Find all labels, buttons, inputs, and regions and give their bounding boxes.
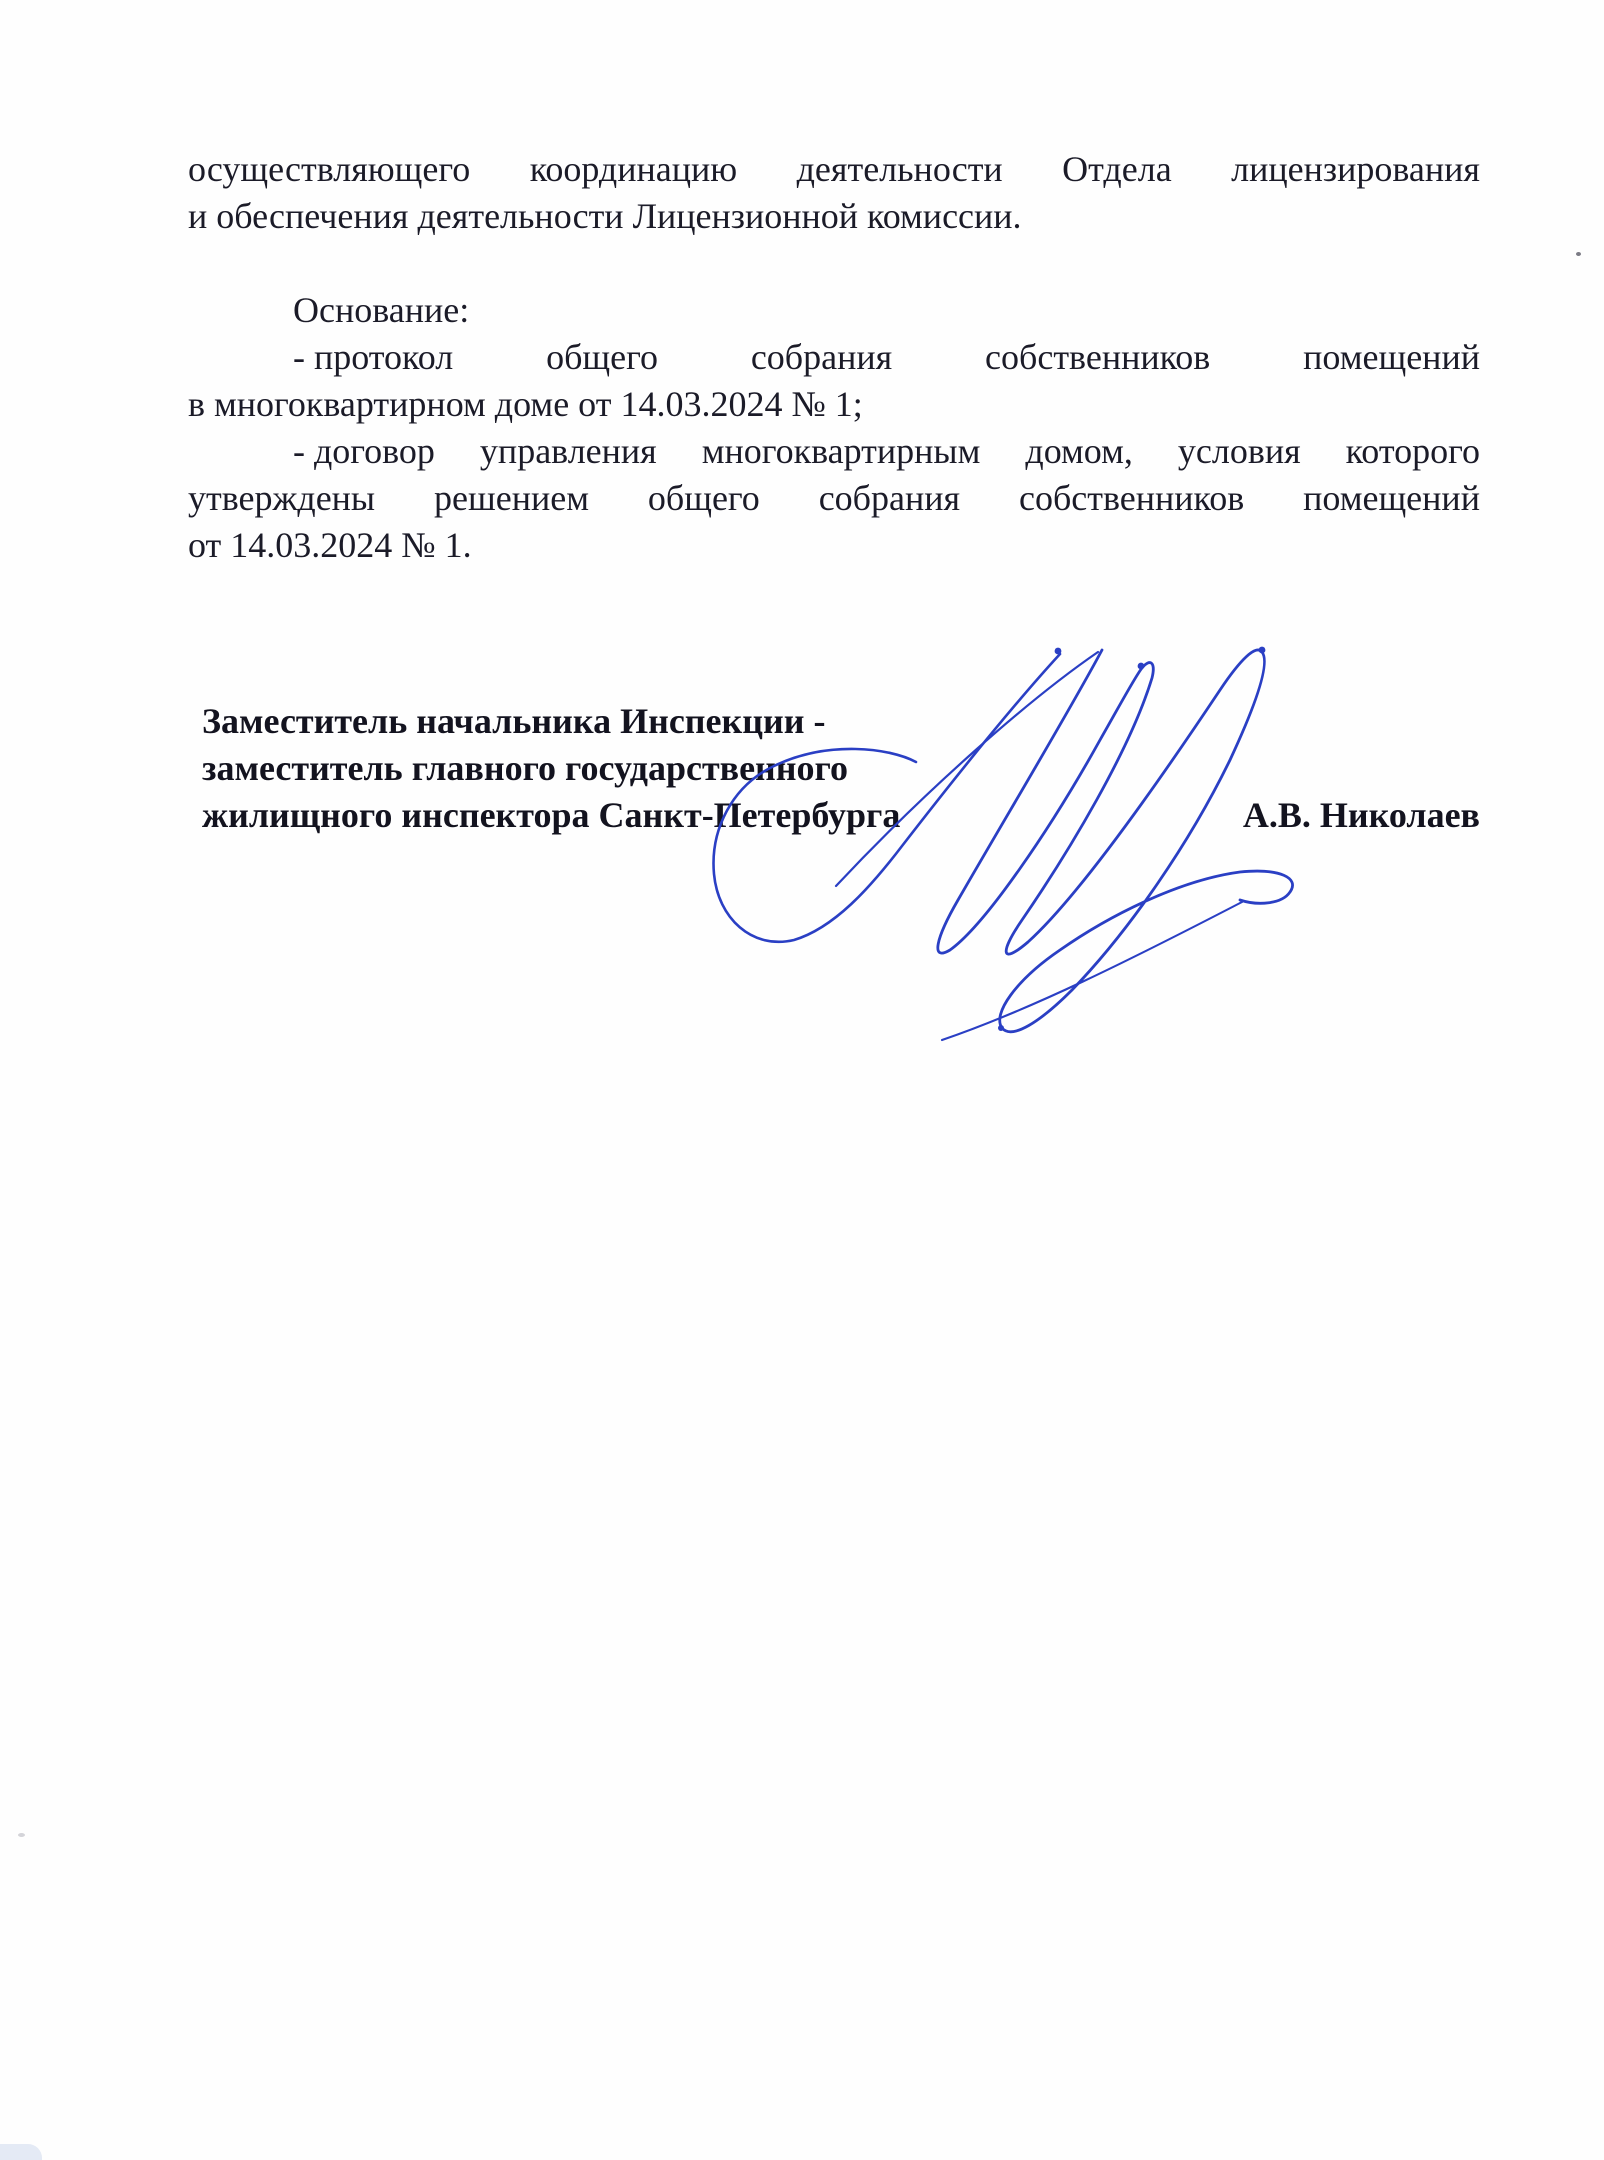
body-line-1: осуществляющего координацию деятельности Отдела лицензирования: [188, 149, 1480, 189]
corner-smudge: [0, 2144, 42, 2160]
scan-speck-left: [18, 1833, 25, 1837]
signature-title-line-3: жилищного инспектора Санкт-Петербурга: [202, 795, 901, 835]
document-text: [188, 146, 1480, 839]
scan-speck-right: [1576, 252, 1581, 256]
basis-item-2-line-2: утверждены решением общего собрания собственников помещений: [188, 478, 1480, 518]
basis-heading: Основание:: [293, 290, 470, 330]
signature-block: [188, 698, 1480, 839]
signature-title-line-2: заместитель главного государственного: [202, 748, 848, 788]
blank-line: [188, 240, 1480, 287]
basis-item-1-line-1: - протокол общего собрания собственников помещений: [293, 337, 1480, 377]
basis-item-2-line-3: от 14.03.2024 № 1.: [188, 525, 472, 565]
body-line-2: и обеспечения деятельности Лицензионной комиссии.: [188, 196, 1022, 236]
signatory-name: А.В. Николаев: [1242, 795, 1480, 835]
signature-title-line-1: Заместитель начальника Инспекции -: [202, 701, 826, 741]
basis-item-1-line-2: в многоквартирном доме от 14.03.2024 № 1;: [188, 384, 863, 424]
basis-item-2-line-1: - договор управления многоквартирным домом, условия которого: [293, 431, 1480, 471]
